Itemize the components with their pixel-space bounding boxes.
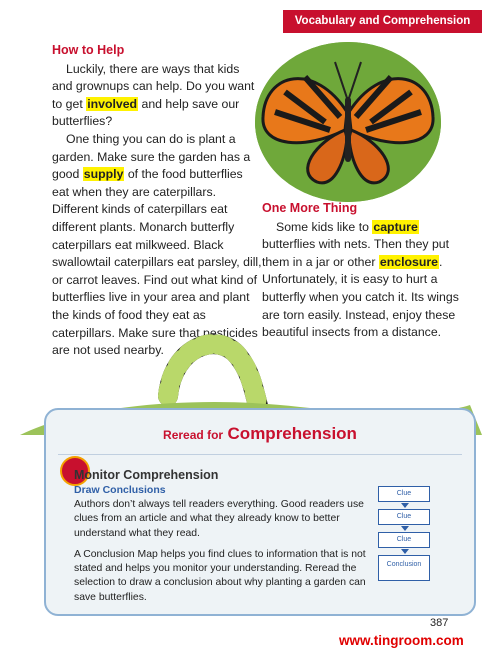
panel-divider [58,454,462,455]
panel-paragraph-1: Authors don’t always tell readers everything. Good readers use clues from an article and what they already know to better understand what they read. [74,499,364,539]
panel-paragraph-2: A Conclusion Map helps you find clues to information that is not stated and helps you monitor your understanding. Reread the selection to draw a conclusion about why planting a garden can save butterflies. [74,548,366,603]
section-header: Vocabulary and Comprehension [283,10,482,33]
left-column [52,42,262,360]
right-paragraph: Some kids like to capture butterflies with nets. Then they put them in a jar or other enclosure. Unfortunately, it is easy to hurt a butterfly when you catch it. Its wings are torn easily. Instead, enjoy these beautiful insects from a distance. [262,219,459,340]
left-paragraph-2: One thing you can do is plant a garden. Make sure the garden has a good supply of the food butterflies eat when they are caterpillars. Different kinds of caterpillars eat different plants. Monarch butterfly caterpillars eat milkweed. Black swallowtail caterpillars eat parsley, dill, or carrot leaves. Find out what kind of butterflies live in your area and plant the kinds of food they eat as caterpillars. Make sure that pesticides are not used nearby. [52,131,262,358]
page-number: 387 [430,617,449,629]
right-column [262,200,462,342]
watermark-text: www.tingroom.com [339,633,464,648]
comprehension-panel [44,408,476,616]
vocab-highlight: enclosure [379,254,438,269]
map-box-conclusion: Conclusion [378,555,430,581]
butterfly-photo [255,42,441,202]
vocab-highlight: involved [87,96,138,111]
map-box-clue: Clue [378,509,430,525]
section-title: Monitor Comprehension [74,468,219,482]
left-paragraph-1: Luckily, there are ways that kids and grownups can help. Do you want to get involved and help save our butterflies? [52,61,255,129]
arrow-down-icon [401,526,409,531]
butterfly-illustration [255,42,441,202]
arrow-down-icon [401,549,409,554]
vocab-highlight: supply [83,167,124,182]
map-box-clue: Clue [378,486,430,502]
subsection-title: Draw Conclusions [74,484,166,496]
right-heading: One More Thing [262,201,358,215]
arrow-down-icon [401,503,409,508]
map-box-clue: Clue [378,532,430,548]
panel-body [74,498,372,605]
left-heading: How to Help [52,43,125,57]
vocab-highlight: capture [373,219,418,234]
conclusion-map [378,486,430,594]
panel-title: Reread for Comprehension [163,424,357,443]
